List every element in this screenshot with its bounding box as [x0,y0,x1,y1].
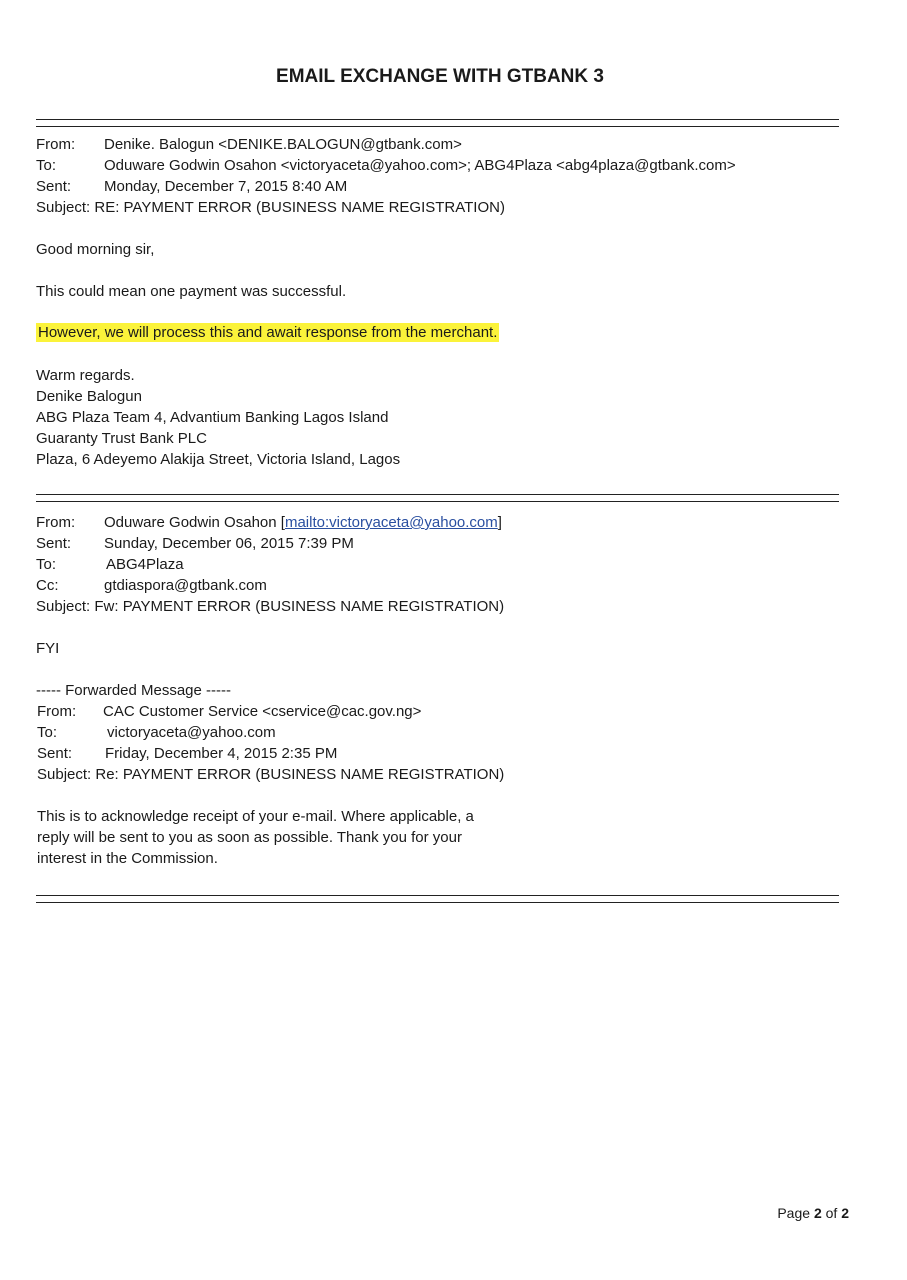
email1-to-row [36,155,736,176]
email1-signature [36,365,400,470]
forwarded-header: ----- Forwarded Message ----- [36,682,232,699]
email1-to: Oduware Godwin Osahon <victoryaceta@yahoo.com>; ABG4Plaza <abg4plaza@gtbank.com> [104,157,736,174]
forwarded-to: victoryaceta@yahoo.com [107,724,276,741]
signature-line: ABG Plaza Team 4, Advantium Banking Lagos Island [36,409,389,426]
page-title: EMAIL EXCHANGE WITH GTBANK 3 [276,66,604,87]
email1-body-line: This could mean one payment was successful. [36,283,347,300]
email1-header [36,134,736,218]
forwarded-from: CAC Customer Service <cservice@cac.gov.ng> [103,703,422,720]
page-total: 2 [841,1205,849,1221]
forwarded-subject: Subject: Re: PAYMENT ERROR (BUSINESS NAME REGISTRATION) [37,766,505,783]
page-of: of [821,1205,842,1221]
signature-line: Denike Balogun [36,388,142,405]
to-label: To: [36,157,57,174]
bracket-close: ] [497,514,502,531]
email2-mailto-link[interactable]: mailto:victoryaceta@yahoo.com [284,514,498,531]
cc-label: Cc: [36,577,59,594]
body-line: interest in the Commission. [37,850,218,867]
email2-to: ABG4Plaza [106,556,184,573]
sent-label: Sent: [36,535,72,552]
email2-subject: Subject: Fw: PAYMENT ERROR (BUSINESS NAME REGISTRATION) [36,598,505,615]
email1-sent: Monday, December 7, 2015 8:40 AM [104,178,348,195]
from-label: From: [37,703,77,720]
from-label: From: [36,136,76,153]
forwarded-from-row [37,701,504,722]
from-label: From: [36,514,76,531]
email2-cc: gtdiaspora@gtbank.com [104,577,267,594]
bracket-open: [ [280,514,285,531]
body-line: This is to acknowledge receipt of your e-mail. Where applicable, a [37,808,474,825]
email1-subject: Subject: RE: PAYMENT ERROR (BUSINESS NAME REGISTRATION) [36,199,505,216]
email1-from: Denike. Balogun <DENIKE.BALOGUN@gtbank.com> [104,136,462,153]
page-current: 2 [813,1205,822,1221]
forwarded-message-header [37,701,504,785]
email2-from-row [36,512,504,533]
to-label: To: [37,724,58,741]
forwarded-to-row [37,722,504,743]
sent-label: Sent: [36,178,72,195]
body-line: reply will be sent to you as soon as possible. Thank you for your [37,829,462,846]
email1-from-row [36,134,736,155]
email2-cc-row [36,575,504,596]
email2-sent-row [36,533,504,554]
email1-sent-row [36,176,736,197]
separator-rule [36,895,839,903]
email2-from [104,512,502,533]
email2-from-name: Oduware Godwin Osahon [104,514,277,531]
email2-header [36,512,504,617]
to-label: To: [36,556,57,573]
separator-rule [36,494,839,502]
forwarded-sent-row [37,743,504,764]
page-number [777,1205,849,1221]
forwarded-sent: Friday, December 4, 2015 2:35 PM [105,745,338,762]
email2-body: FYI [36,640,60,657]
email2-to-row [36,554,504,575]
signature-line: Warm regards. [36,367,135,384]
email1-greeting: Good morning sir, [36,241,155,258]
email1-highlighted-line [36,322,499,343]
separator-rule [36,119,839,127]
forwarded-body [37,806,474,869]
sent-label: Sent: [37,745,73,762]
page-prefix: Page [777,1205,814,1221]
email2-sent: Sunday, December 06, 2015 7:39 PM [104,535,354,552]
signature-line: Plaza, 6 Adeyemo Alakija Street, Victoria Island, Lagos [36,451,401,468]
highlighted-text: However, we will process this and await response from the merchant. [38,324,498,341]
signature-line: Guaranty Trust Bank PLC [36,430,207,447]
